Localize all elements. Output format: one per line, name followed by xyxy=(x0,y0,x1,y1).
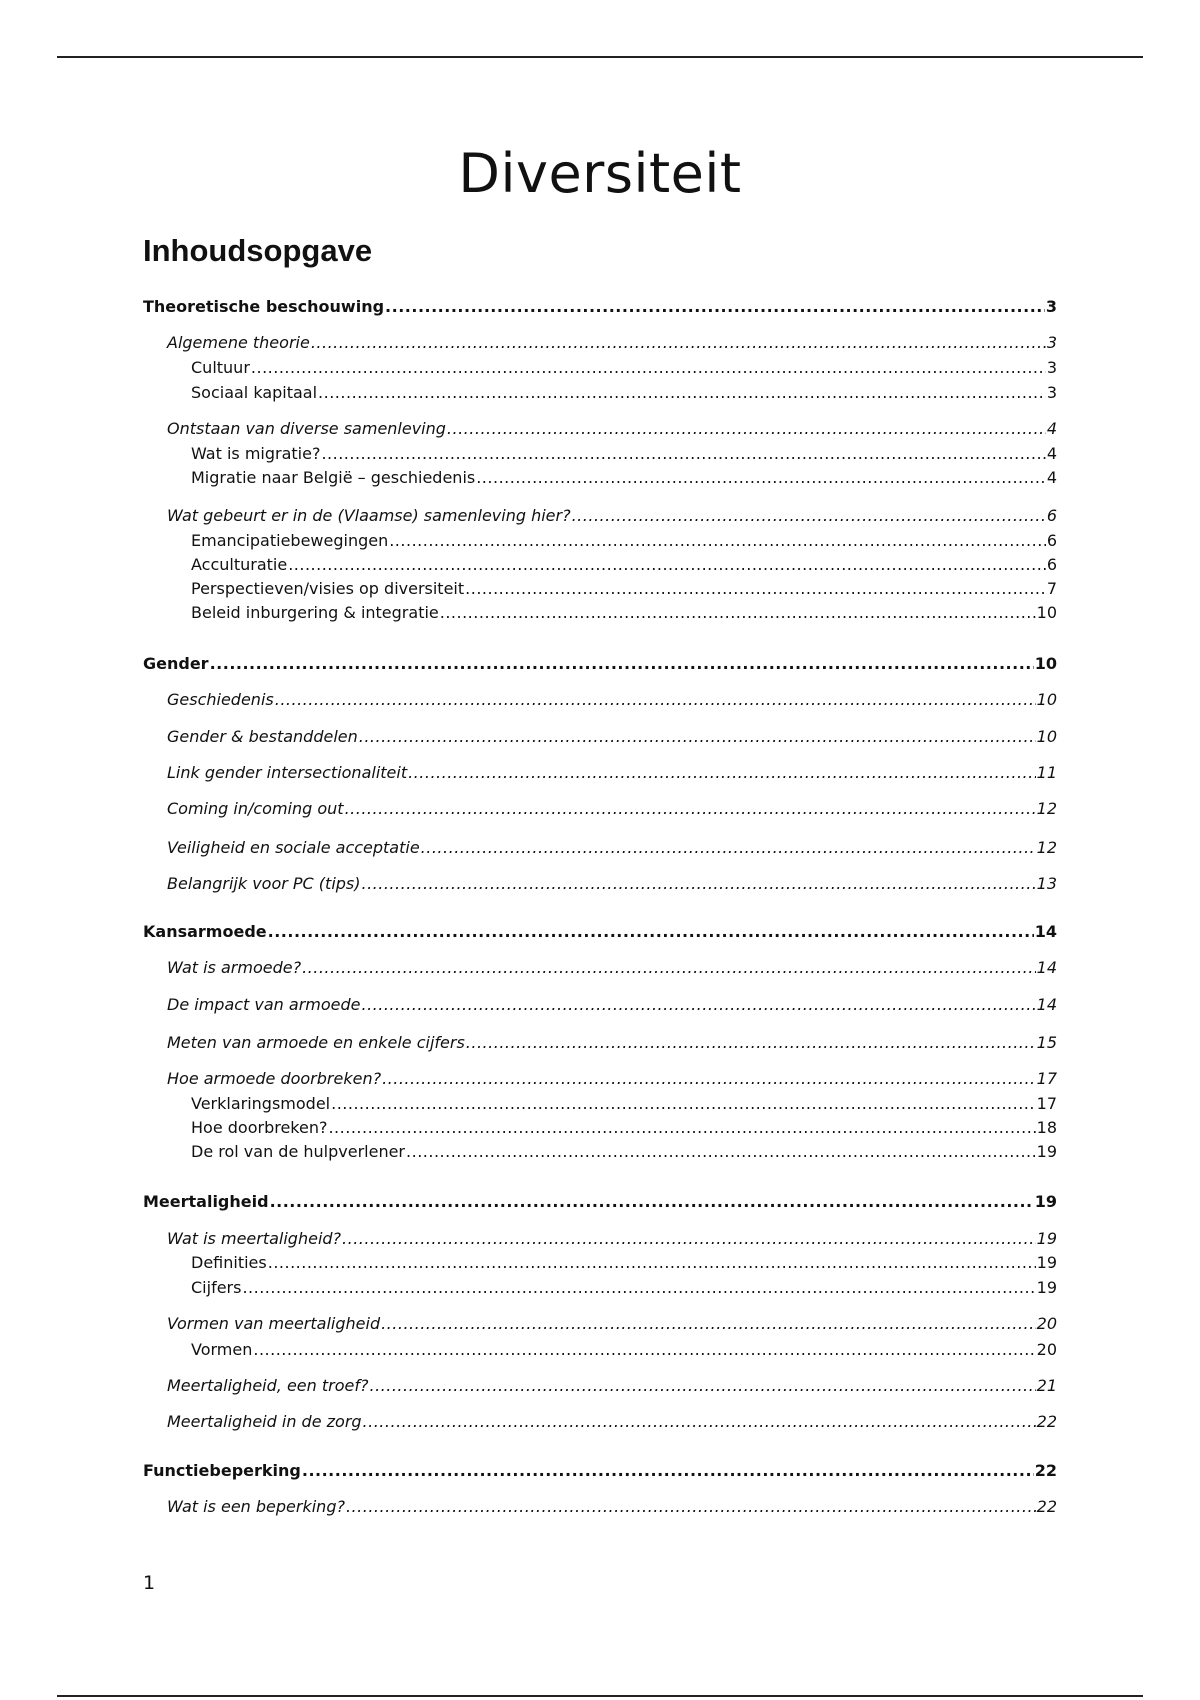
toc-entry-page: 18 xyxy=(1036,1118,1057,1137)
toc-entry-label: Functiebeperking xyxy=(143,1461,301,1480)
toc-entry[interactable] xyxy=(167,506,1057,526)
toc-entry-label: Gender & bestanddelen xyxy=(167,727,358,746)
toc-entry[interactable] xyxy=(167,1376,1057,1396)
toc-entry-page: 19 xyxy=(1034,1192,1057,1211)
toc-entry-page: 22 xyxy=(1036,1497,1057,1516)
toc-entry-page: 3 xyxy=(1046,333,1057,352)
toc-entry-page: 4 xyxy=(1046,444,1057,463)
toc-entry-page: 10 xyxy=(1036,690,1057,709)
toc-entry[interactable] xyxy=(167,1314,1057,1334)
toc-entry-page: 4 xyxy=(1046,419,1057,438)
toc-entry-label: Hoe armoede doorbreken? xyxy=(167,1069,382,1088)
toc-entry[interactable] xyxy=(167,419,1057,439)
toc-entry[interactable] xyxy=(167,1497,1057,1517)
toc-entry[interactable] xyxy=(191,603,1057,623)
toc-entry[interactable] xyxy=(191,1278,1057,1298)
toc-entry-label: Vormen van meertaligheid xyxy=(167,1314,381,1333)
toc-entry-label: Ontstaan van diverse samenleving xyxy=(167,419,446,438)
toc-heading: Inhoudsopgave xyxy=(143,233,373,268)
toc-entry-label: Wat is migratie? xyxy=(191,444,321,463)
toc-entry-page: 4 xyxy=(1046,468,1057,487)
toc-entry[interactable] xyxy=(167,1069,1057,1089)
toc-entry-label: De rol van de hulpverlener xyxy=(191,1142,406,1161)
toc-entry[interactable] xyxy=(143,922,1057,942)
toc-entry[interactable] xyxy=(191,468,1057,488)
toc-entry-page: 12 xyxy=(1036,838,1057,857)
toc-entry-label: Migratie naar België – geschiedenis xyxy=(191,468,476,487)
toc-entry[interactable] xyxy=(167,995,1057,1015)
toc-entry-label: Wat is armoede? xyxy=(167,958,302,977)
toc-entry[interactable] xyxy=(143,297,1057,317)
toc-entry-label: Belangrijk voor PC (tips) xyxy=(167,874,361,893)
toc-entry-page: 10 xyxy=(1036,727,1057,746)
toc-entry[interactable] xyxy=(167,1033,1057,1053)
toc-entry-page: 13 xyxy=(1036,874,1057,893)
toc-entry[interactable] xyxy=(191,531,1057,551)
toc-entry[interactable] xyxy=(167,690,1057,710)
toc-entry[interactable] xyxy=(191,358,1057,378)
toc-entry-page: 19 xyxy=(1036,1229,1057,1248)
toc-entry-page: 19 xyxy=(1036,1142,1057,1161)
toc-entry-page: 3 xyxy=(1045,297,1057,316)
toc-entry-page: 6 xyxy=(1046,531,1057,550)
toc-entry-page: 17 xyxy=(1036,1069,1057,1088)
toc-entry-page: 20 xyxy=(1036,1340,1057,1359)
toc-entry[interactable] xyxy=(191,555,1057,575)
footer-rule xyxy=(57,1695,1143,1697)
toc-entry-page: 11 xyxy=(1036,763,1057,782)
toc-entry-label: Cultuur xyxy=(191,358,250,377)
toc-entry-label: Cijfers xyxy=(191,1278,242,1297)
toc-entry-page: 7 xyxy=(1046,579,1057,598)
toc-entry[interactable] xyxy=(167,874,1057,894)
toc-entry-page: 10 xyxy=(1034,654,1057,673)
toc-entry-label: Sociaal kapitaal xyxy=(191,383,318,402)
toc-entry-label: Verklaringsmodel xyxy=(191,1094,331,1113)
toc-entry[interactable] xyxy=(191,1118,1057,1138)
toc-entry-label: Wat gebeurt er in de (Vlaamse) samenleving hier? xyxy=(167,506,571,525)
toc-entry[interactable] xyxy=(191,1340,1057,1360)
toc-entry-page: 19 xyxy=(1036,1253,1057,1272)
toc-entry-page: 10 xyxy=(1036,603,1057,622)
toc-entry-label: De impact van armoede xyxy=(167,995,361,1014)
toc-entry-page: 3 xyxy=(1046,358,1057,377)
page-number: 1 xyxy=(143,1572,156,1594)
toc-entry[interactable] xyxy=(167,727,1057,747)
toc-entry[interactable] xyxy=(191,1142,1057,1162)
toc-entry[interactable] xyxy=(167,958,1057,978)
toc-entry-page: 15 xyxy=(1036,1033,1057,1052)
toc-entry[interactable] xyxy=(191,579,1057,599)
toc-entry[interactable] xyxy=(167,333,1057,353)
toc-entry-label: Meertaligheid xyxy=(143,1192,269,1211)
toc-entry[interactable] xyxy=(191,1094,1057,1114)
toc-entry[interactable] xyxy=(143,654,1057,674)
toc-entry-page: 12 xyxy=(1036,799,1057,818)
toc-entry-label: Veiligheid en sociale acceptatie xyxy=(167,838,420,857)
toc-entry[interactable] xyxy=(167,763,1057,783)
toc-entry[interactable] xyxy=(167,1412,1057,1432)
toc-entry-label: Kansarmoede xyxy=(143,922,267,941)
toc-entry-label: Geschiedenis xyxy=(167,690,274,709)
toc-entry-page: 6 xyxy=(1046,555,1057,574)
toc-entry-label: Theoretische beschouwing xyxy=(143,297,385,316)
toc-entry[interactable] xyxy=(191,444,1057,464)
toc-entry-label: Gender xyxy=(143,654,209,673)
toc-entry-page: 21 xyxy=(1036,1376,1057,1395)
document-title: Diversiteit xyxy=(458,142,742,205)
toc-entry-label: Wat is een beperking? xyxy=(167,1497,345,1516)
toc-entry[interactable] xyxy=(191,383,1057,403)
toc-entry-page: 19 xyxy=(1036,1278,1057,1297)
toc-entry-page: 22 xyxy=(1034,1461,1057,1480)
toc-entry-label: Wat is meertaligheid? xyxy=(167,1229,342,1248)
toc-entry[interactable] xyxy=(167,799,1057,819)
toc-entry-page: 20 xyxy=(1036,1314,1057,1333)
toc-entry-page: 17 xyxy=(1036,1094,1057,1113)
toc-entry-label: Meertaligheid in de zorg xyxy=(167,1412,362,1431)
toc-entry-label: Vormen xyxy=(191,1340,253,1359)
toc-entry[interactable] xyxy=(167,838,1057,858)
toc-entry-label: Beleid inburgering & integratie xyxy=(191,603,439,622)
toc-entry-label: Definities xyxy=(191,1253,267,1272)
toc-entry-label: Link gender intersectionaliteit xyxy=(167,763,408,782)
toc-entry-label: Algemene theorie xyxy=(167,333,310,352)
toc-entry-page: 6 xyxy=(1046,506,1057,525)
toc-entry[interactable] xyxy=(143,1192,1057,1212)
toc-entry[interactable] xyxy=(191,1253,1057,1273)
toc-entry-label: Acculturatie xyxy=(191,555,288,574)
toc-entry[interactable] xyxy=(143,1461,1057,1481)
toc-entry-page: 14 xyxy=(1034,922,1057,941)
toc-entry-page: 14 xyxy=(1036,958,1057,977)
toc-entry-label: Coming in/coming out xyxy=(167,799,344,818)
toc-entry-label: Emancipatiebewegingen xyxy=(191,531,389,550)
toc-entry-label: Hoe doorbreken? xyxy=(191,1118,328,1137)
toc-entry-label: Meten van armoede en enkele cijfers xyxy=(167,1033,465,1052)
toc-entry-page: 14 xyxy=(1036,995,1057,1014)
toc-entry-label: Meertaligheid, een troef? xyxy=(167,1376,369,1395)
toc-entry[interactable] xyxy=(167,1229,1057,1249)
toc-entry-page: 3 xyxy=(1046,383,1057,402)
header-rule xyxy=(57,56,1143,58)
toc-entry-label: Perspectieven/visies op diversiteit xyxy=(191,579,465,598)
toc-entry-page: 22 xyxy=(1036,1412,1057,1431)
